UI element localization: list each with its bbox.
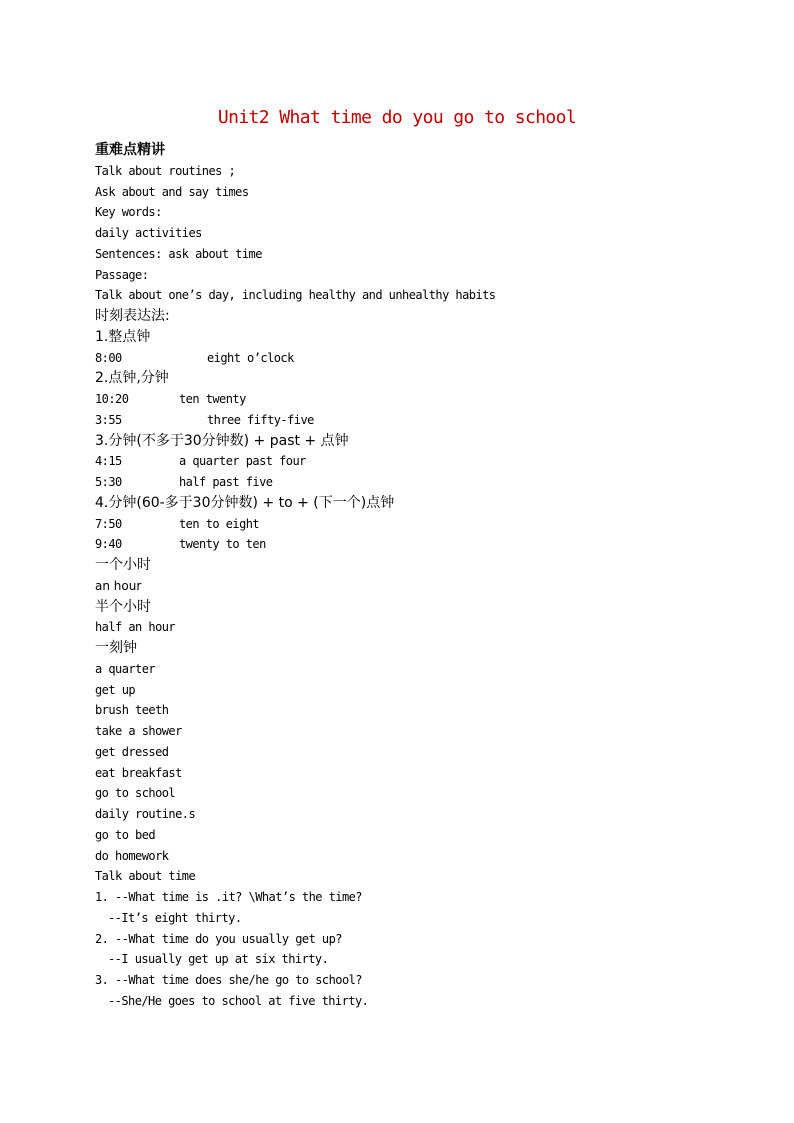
- time-value: 9:40: [95, 537, 122, 552]
- dialogue-question: 3. --What time does she/he go to school?: [95, 973, 362, 987]
- dialogue-question: 2. --What time do you usually get up?: [95, 931, 342, 946]
- subheading: 一刻钟: [95, 640, 137, 656]
- list-item: get up: [95, 682, 136, 697]
- subheading: 一个小时: [95, 557, 151, 573]
- subheading: 时刻表达法:: [95, 308, 170, 324]
- time-row: [95, 348, 715, 369]
- list-item: brush teeth: [95, 703, 169, 718]
- time-row: [95, 514, 715, 535]
- time-value: 4:15: [95, 454, 122, 469]
- dialogue-question: 1. --What time is .it? \What’s the time?: [95, 890, 362, 904]
- time-row: [95, 389, 715, 410]
- list-item: eat breakfast: [95, 765, 182, 780]
- list-item: go to bed: [95, 827, 156, 842]
- text-line: Ask about and say times: [95, 184, 249, 199]
- list-item: take a shower: [95, 724, 182, 738]
- list-item: do homework: [95, 848, 169, 863]
- text-line: an hour: [95, 578, 142, 593]
- text-line: Key words:: [95, 205, 162, 220]
- text-line: Talk about routines ;: [95, 163, 236, 178]
- time-words: twenty to ten: [179, 537, 266, 552]
- time-words: eight o’clock: [207, 350, 294, 365]
- subheading: 2.点钟,分钟: [95, 370, 169, 387]
- subheading: 1.整点钟: [95, 328, 151, 345]
- dialogue-answer: --It’s eight thirty.: [108, 910, 242, 925]
- subheading: 半个小时: [95, 598, 151, 615]
- time-words: ten to eight: [179, 516, 260, 531]
- list-item: get dressed: [95, 744, 169, 759]
- time-words: ten twenty: [179, 392, 246, 406]
- subheading: 3.分钟(不多于30分钟数) + past + 点钟: [95, 432, 349, 449]
- text-line: half an hour: [95, 620, 176, 635]
- text-line: Sentences: ask about time: [95, 246, 262, 261]
- time-value: 7:50: [95, 516, 122, 531]
- time-words: a quarter past four: [179, 454, 306, 469]
- time-words: half past five: [179, 475, 273, 489]
- list-item: daily routine.s: [95, 807, 196, 821]
- time-row: [95, 451, 715, 472]
- subheading: 4.分钟(60-多于30分钟数) + to + (下一个)点钟: [95, 494, 395, 511]
- text-line: Passage:: [95, 267, 149, 282]
- text-line: Talk about one’s day, including healthy and unhealthy habits: [95, 288, 496, 303]
- text-line: daily activities: [95, 226, 202, 240]
- time-row: [95, 410, 715, 431]
- time-value: 3:55: [95, 412, 122, 427]
- list-item: a quarter: [95, 661, 156, 676]
- time-value: 5:30: [95, 475, 122, 489]
- list-item: go to school: [95, 786, 176, 801]
- time-value: 10:20: [95, 392, 129, 406]
- dialogue-answer: --I usually get up at six thirty.: [108, 952, 329, 967]
- page-title: Unit2 What time do you go to school: [217, 107, 577, 128]
- time-value: 8:00: [95, 350, 122, 365]
- time-row: [95, 534, 715, 555]
- section-heading: 重难点精讲: [95, 142, 165, 158]
- time-words: three fifty-five: [207, 412, 314, 427]
- document-body: [95, 140, 715, 1012]
- time-row: [95, 472, 715, 493]
- text-line: Talk about time: [95, 869, 196, 884]
- dialogue-answer: --She/He goes to school at five thirty.: [108, 993, 369, 1008]
